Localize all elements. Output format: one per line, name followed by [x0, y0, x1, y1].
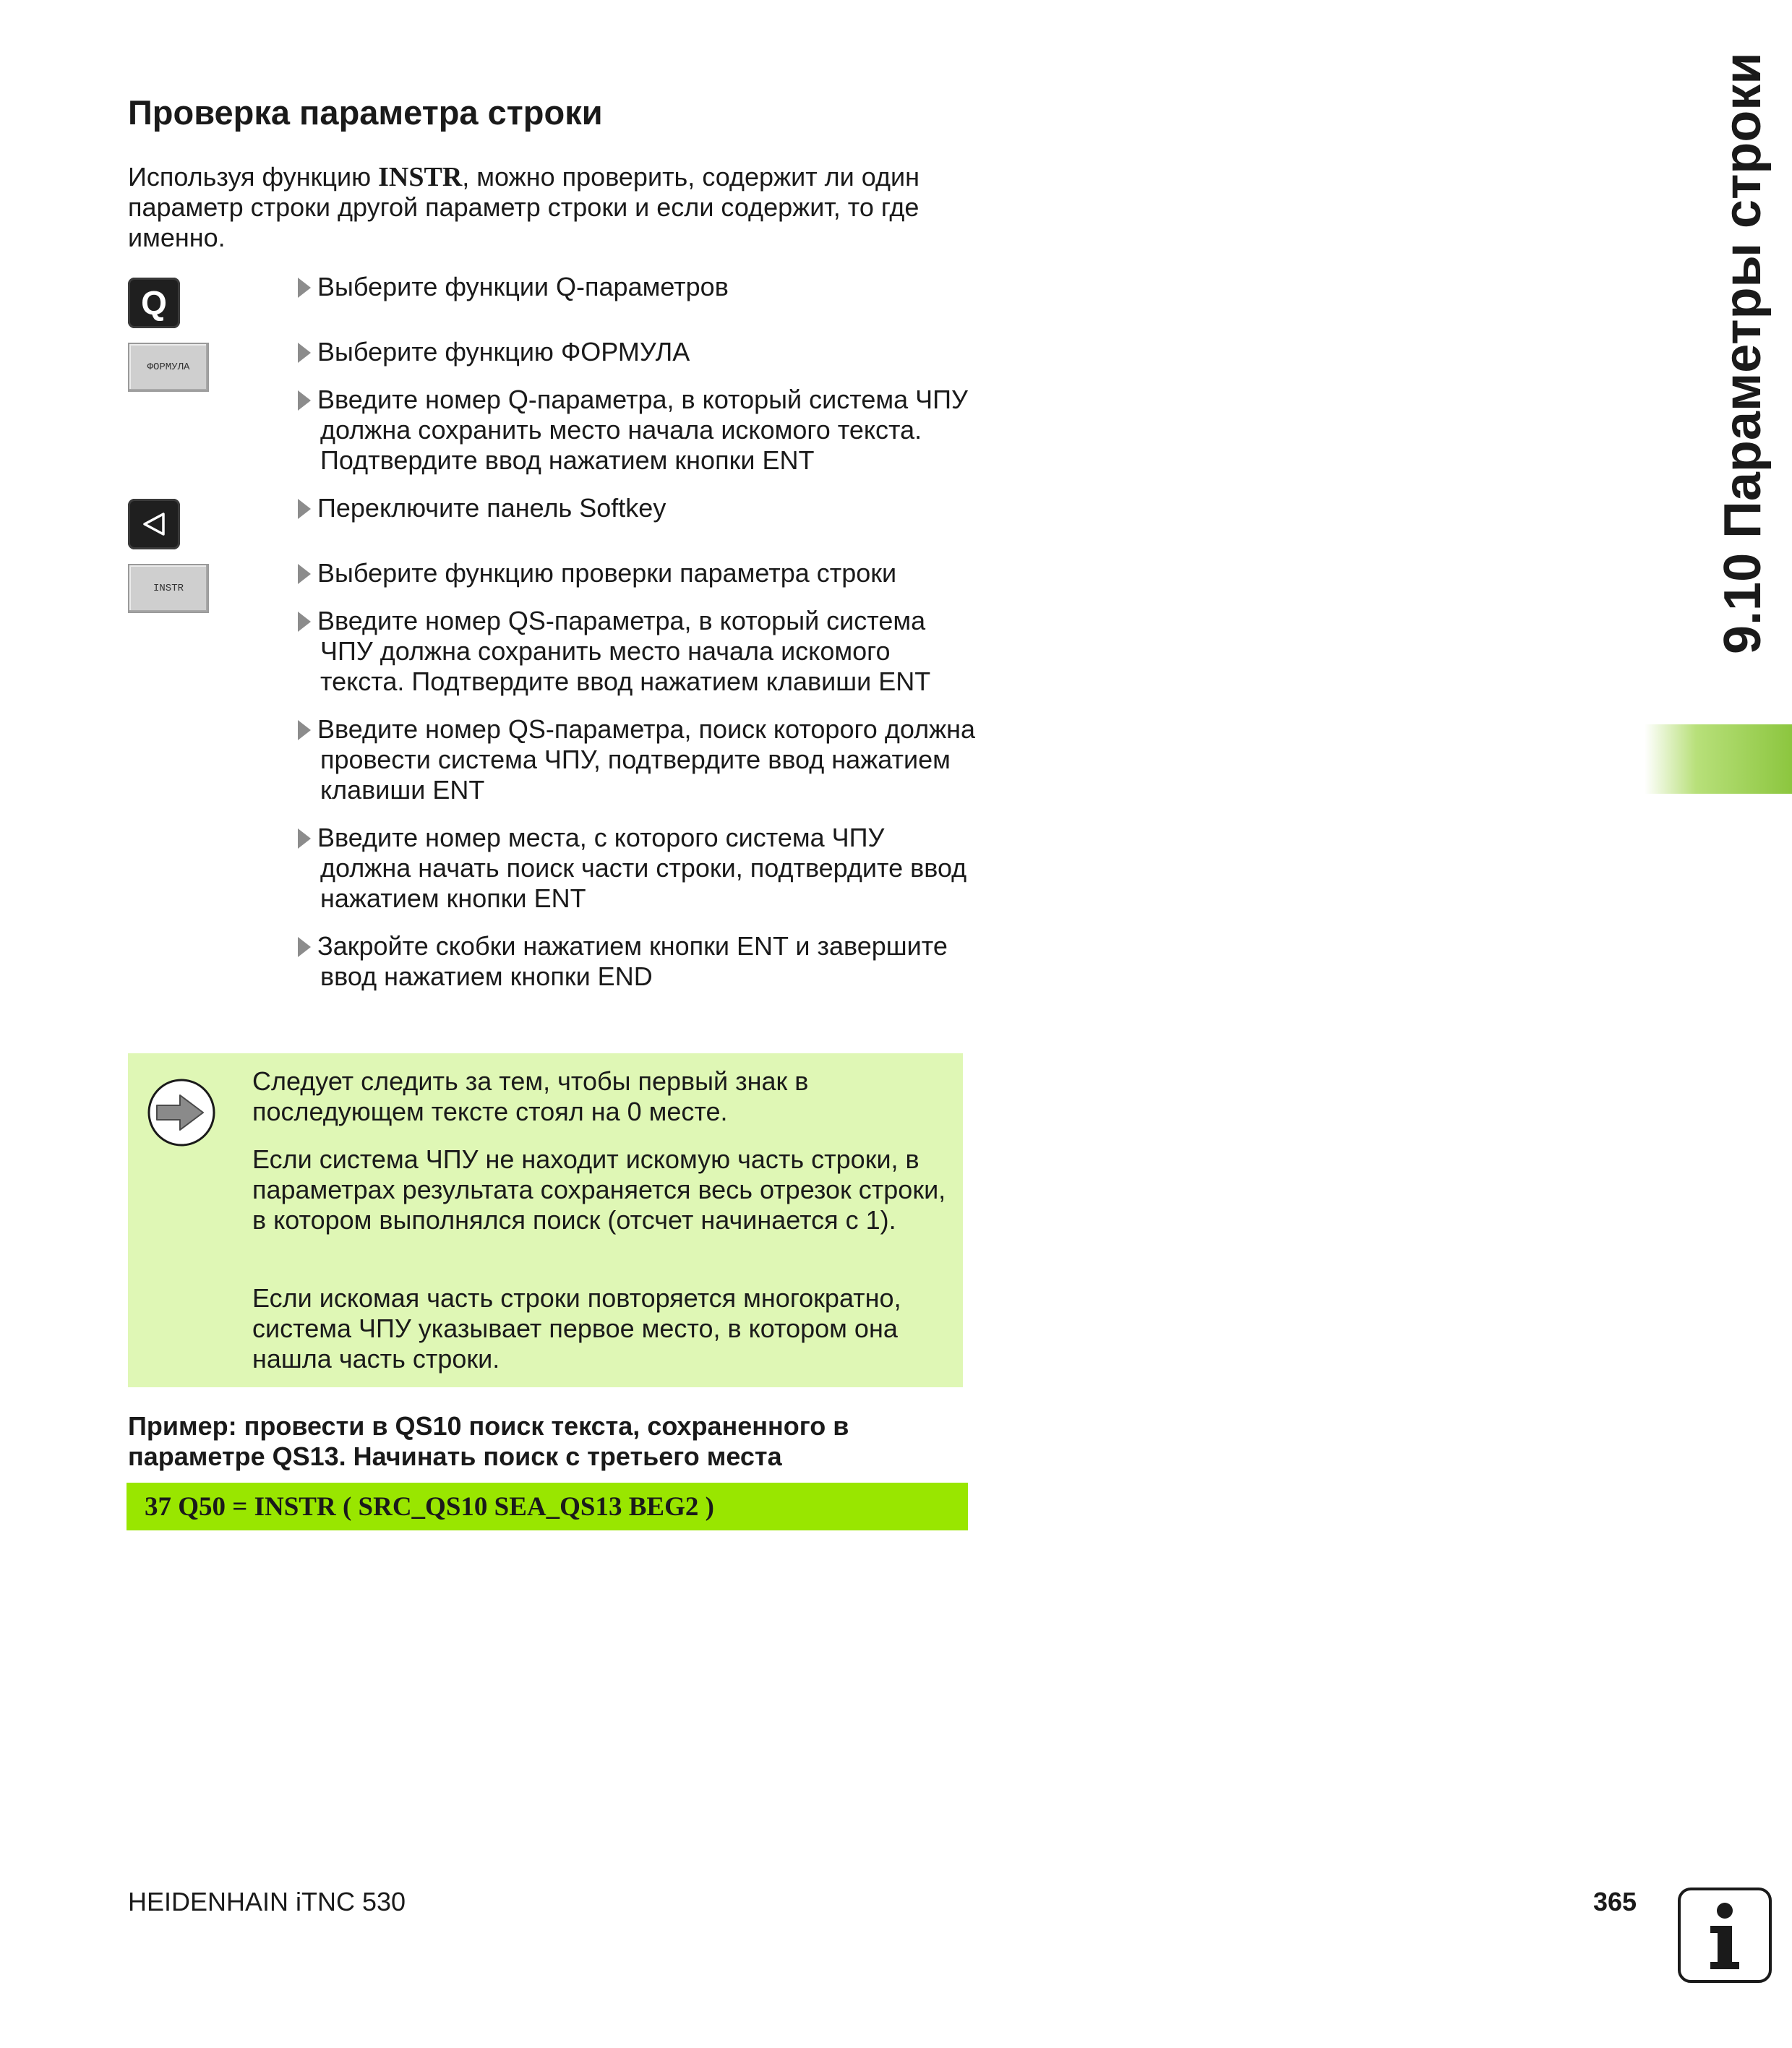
note-paragraph: Следует следить за тем, чтобы первый знак в последующем тексте стоял на 0 месте.: [252, 1066, 809, 1126]
step-item: Закройте скобки нажатием кнопки ENT и завершите ввод нажатием кнопки END: [298, 931, 977, 992]
note-box: [128, 1053, 963, 1387]
q-key[interactable]: [128, 278, 180, 328]
bullet-arrow-icon: [298, 612, 311, 632]
page-title: Проверка параметра строки: [128, 93, 603, 132]
step-item: Переключите панель Softkey: [298, 493, 977, 523]
chapter-side-title: 9.10 Параметры строки: [1714, 52, 1772, 654]
function-name: INSTR: [378, 162, 463, 192]
bullet-arrow-icon: [298, 343, 311, 363]
bullet-arrow-icon: [298, 937, 311, 957]
code-block: [127, 1483, 968, 1530]
note-paragraph: Если система ЧПУ не находит искомую часть строки, в параметрах результата сохраняется весь отрезок строки, в котором выполнялся поиск (отсчет начинается с 1).: [252, 1144, 946, 1235]
intro-text-after: , можно проверить, содержит ли один параметр строки другой параметр строки и если содержит, то где именно.: [128, 162, 920, 252]
info-icon: [1677, 1887, 1772, 1984]
bullet-arrow-icon: [298, 390, 311, 411]
formula-softkey[interactable]: ФОРМУЛА: [128, 343, 209, 392]
step-item: Выберите функцию проверки параметра строки: [298, 558, 977, 588]
example-title: Пример: провести в QS10 поиск текста, сохраненного в параметре QS13. Начинать поиск с третьего места: [128, 1411, 849, 1471]
instr-softkey[interactable]: INSTR: [128, 564, 209, 613]
bullet-arrow-icon: [298, 720, 311, 740]
step-item: Введите номер QS-параметра, поиск которого должна провести система ЧПУ, подтвердите ввод нажатием клавиши ENT: [298, 714, 977, 805]
intro-paragraph: [128, 162, 966, 253]
bullet-arrow-icon: [298, 564, 311, 584]
bullet-arrow-icon: [298, 828, 311, 849]
intro-text-before: Используя функцию: [128, 162, 379, 192]
back-key[interactable]: [128, 499, 180, 549]
step-item: Выберите функцию ФОРМУЛА: [298, 337, 977, 367]
step-item: Введите номер QS-параметра, в который система ЧПУ должна сохранить место начала искомого текста. Подтвердите ввод нажатием клавиши ENT: [298, 606, 977, 697]
step-item: Выберите функции Q-параметров: [298, 272, 977, 302]
bullet-arrow-icon: [298, 278, 311, 298]
bullet-arrow-icon: [298, 499, 311, 519]
page-number: 365: [1593, 1887, 1637, 1916]
chapter-tab: [1645, 724, 1792, 794]
note-paragraph: Если искомая часть строки повторяется многократно, система ЧПУ указывает первое место, в котором она нашла часть строки.: [252, 1283, 901, 1374]
step-item: Введите номер места, с которого система ЧПУ должна начать поиск части строки, подтвердите ввод нажатием кнопки ENT: [298, 823, 977, 914]
footer-manual-name: HEIDENHAIN iTNC 530: [128, 1887, 406, 1916]
step-item: Введите номер Q-параметра, в который система ЧПУ должна сохранить место начала искомого текста. Подтвердите ввод нажатием кнопки ENT: [298, 385, 977, 476]
q-key-label: Q: [141, 284, 167, 322]
code-line: 37 Q50 = INSTR ( SRC_QS10 SEA_QS13 BEG2 ): [145, 1492, 714, 1522]
triangle-left-icon: [140, 510, 168, 539]
arrow-right-circle-icon: [147, 1078, 216, 1147]
